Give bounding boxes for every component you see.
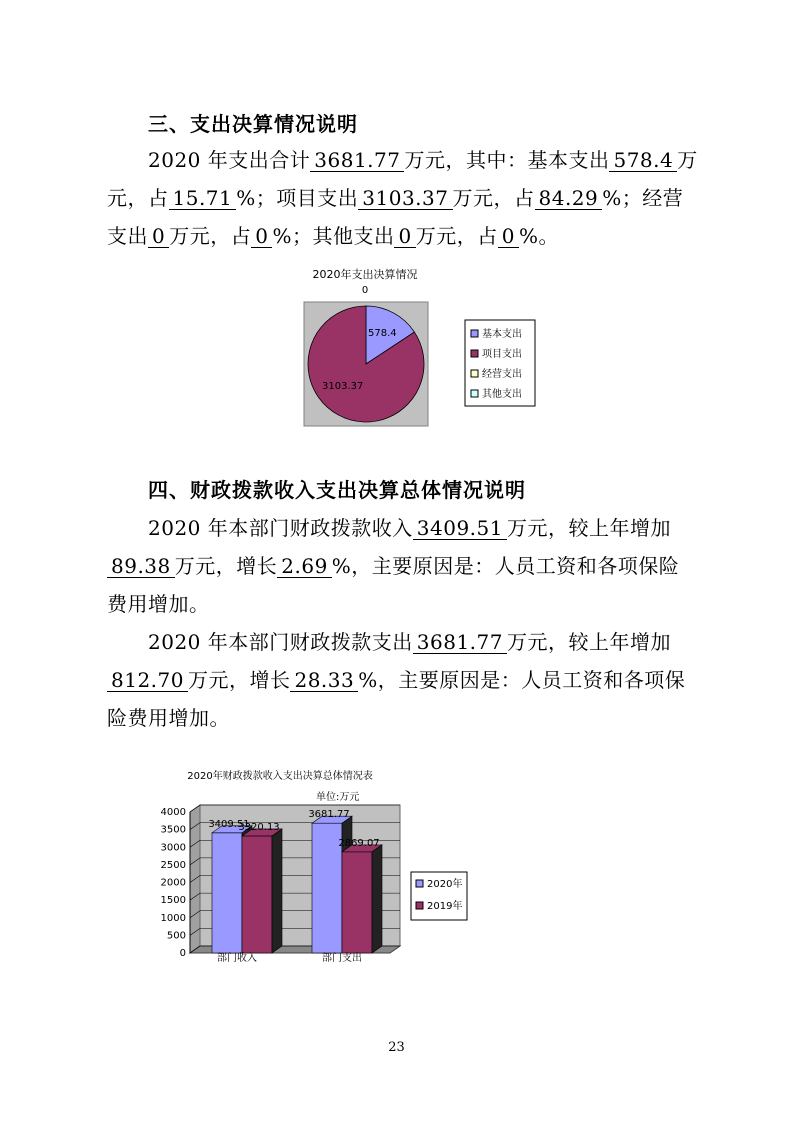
bar-1-1 xyxy=(342,845,382,953)
bar-chart-unit: 单位:万元 xyxy=(316,792,360,803)
y-tick-label: 4000 xyxy=(160,807,186,818)
y-tick-label: 0 xyxy=(179,948,186,959)
section3-line-3 xyxy=(107,220,559,249)
y-tick-label: 1000 xyxy=(160,912,186,924)
operating-expense: 0 xyxy=(148,226,169,248)
section4-heading: 四、财政拨款收入支出决算总体情况说明 xyxy=(148,478,526,502)
bar-chart xyxy=(140,760,480,980)
section4-income-line-1 xyxy=(148,512,671,541)
legend-label: 其他支出 xyxy=(482,389,522,400)
bar-value-label: 3409.51 xyxy=(208,818,250,830)
text: 万元，较上年增加 xyxy=(506,630,671,654)
pie-title: 2020年支出决算情况 xyxy=(312,268,418,281)
text: %；项目支出 xyxy=(236,186,359,210)
section4-expense-line-1 xyxy=(148,626,671,655)
bar-front xyxy=(342,852,372,953)
section4-expense-line-2 xyxy=(107,664,685,693)
legend-label: 经营支出 xyxy=(482,369,522,380)
bar-value-label: 3681.77 xyxy=(308,809,350,821)
text: 万元，较上年增加 xyxy=(506,516,671,540)
text: 万元，其中：基本支出 xyxy=(404,148,610,172)
income-increase: 89.38 xyxy=(107,556,175,578)
income-growth-pct: 2.69 xyxy=(277,556,332,578)
other-expense: 0 xyxy=(394,226,415,248)
text: 万元，增长 xyxy=(174,554,278,578)
legend-swatch xyxy=(416,880,423,887)
text: 万元，占 xyxy=(169,224,252,248)
pie-slices xyxy=(308,306,424,422)
text: %，主要原因是：人员工资和各项保 xyxy=(358,668,686,692)
legend-label: 2019年 xyxy=(427,901,463,912)
fiscal-expense: 3681.77 xyxy=(413,632,507,654)
section3-heading: 三、支出决算情况说明 xyxy=(148,112,358,136)
legend-swatch xyxy=(416,902,423,909)
y-tick-label: 1500 xyxy=(160,895,186,907)
legend-swatch xyxy=(471,370,478,377)
section3-line-1 xyxy=(148,144,698,173)
bar-side xyxy=(372,845,382,953)
legend-label: 2020年 xyxy=(427,879,463,890)
text: %；经营 xyxy=(602,186,684,210)
pie-label-basic: 578.4 xyxy=(368,328,397,339)
basic-expense: 578.4 xyxy=(609,150,677,172)
legend-swatch xyxy=(471,330,478,337)
legend-label: 基本支出 xyxy=(482,329,522,340)
bar-value-label: 3320.13 xyxy=(238,821,280,833)
text: 2020 年本部门财政拨款收入 xyxy=(148,516,413,540)
fiscal-income: 3409.51 xyxy=(413,518,507,540)
bar-side xyxy=(272,829,282,953)
y-tick-label: 3500 xyxy=(160,824,186,836)
text: 万元，占 xyxy=(452,186,535,210)
text: 万 xyxy=(677,148,698,172)
text: 万元，增长 xyxy=(187,668,291,692)
text: %；其他支出 xyxy=(272,224,395,248)
bar-value-label: 2869.07 xyxy=(338,837,380,849)
page-number: 23 xyxy=(388,1040,405,1055)
y-tick-label: 500 xyxy=(166,930,186,942)
text: 2020 年本部门财政拨款支出 xyxy=(148,630,413,654)
other-pct: 0 xyxy=(498,226,519,248)
operating-pct: 0 xyxy=(251,226,272,248)
expense-increase: 812.70 xyxy=(107,670,188,692)
legend-swatch xyxy=(471,350,478,357)
total-expense: 3681.77 xyxy=(310,150,404,172)
bar-0-1 xyxy=(242,829,282,953)
section4-income-line-2 xyxy=(107,550,679,579)
expense-growth-pct: 28.33 xyxy=(290,670,358,692)
y-tick-label: 2500 xyxy=(160,859,186,871)
text: 支出 xyxy=(107,224,148,248)
y-tick-label: 3000 xyxy=(160,842,186,854)
bar-front xyxy=(242,836,272,953)
section4-expense-line-3: 险费用增加。 xyxy=(107,706,230,730)
text: 元，占 xyxy=(107,186,169,210)
section4-income-line-3: 费用增加。 xyxy=(107,592,210,616)
text: %。 xyxy=(518,224,559,248)
legend-swatch xyxy=(471,390,478,397)
project-pct: 84.29 xyxy=(535,188,603,210)
pie-chart xyxy=(290,262,550,432)
y-tick-label: 2000 xyxy=(160,877,186,889)
text: %，主要原因是：人员工资和各项保险 xyxy=(331,554,680,578)
basic-pct: 15.71 xyxy=(169,188,237,210)
bar-chart-title: 2020年财政拨款收入支出决算总体情况表 xyxy=(187,771,373,782)
pie-label-operating: 0 xyxy=(361,285,369,296)
x-tick-expense: 部门支出 xyxy=(322,953,362,964)
section3-line-2 xyxy=(107,182,683,211)
project-expense: 3103.37 xyxy=(358,188,452,210)
pie-label-project: 3103.37 xyxy=(322,381,364,392)
text: 万元，占 xyxy=(415,224,498,248)
x-tick-income: 部门收入 xyxy=(217,953,257,964)
legend-label: 项目支出 xyxy=(482,349,522,360)
bar-front xyxy=(212,833,242,953)
text: 2020 年支出合计 xyxy=(148,148,311,172)
